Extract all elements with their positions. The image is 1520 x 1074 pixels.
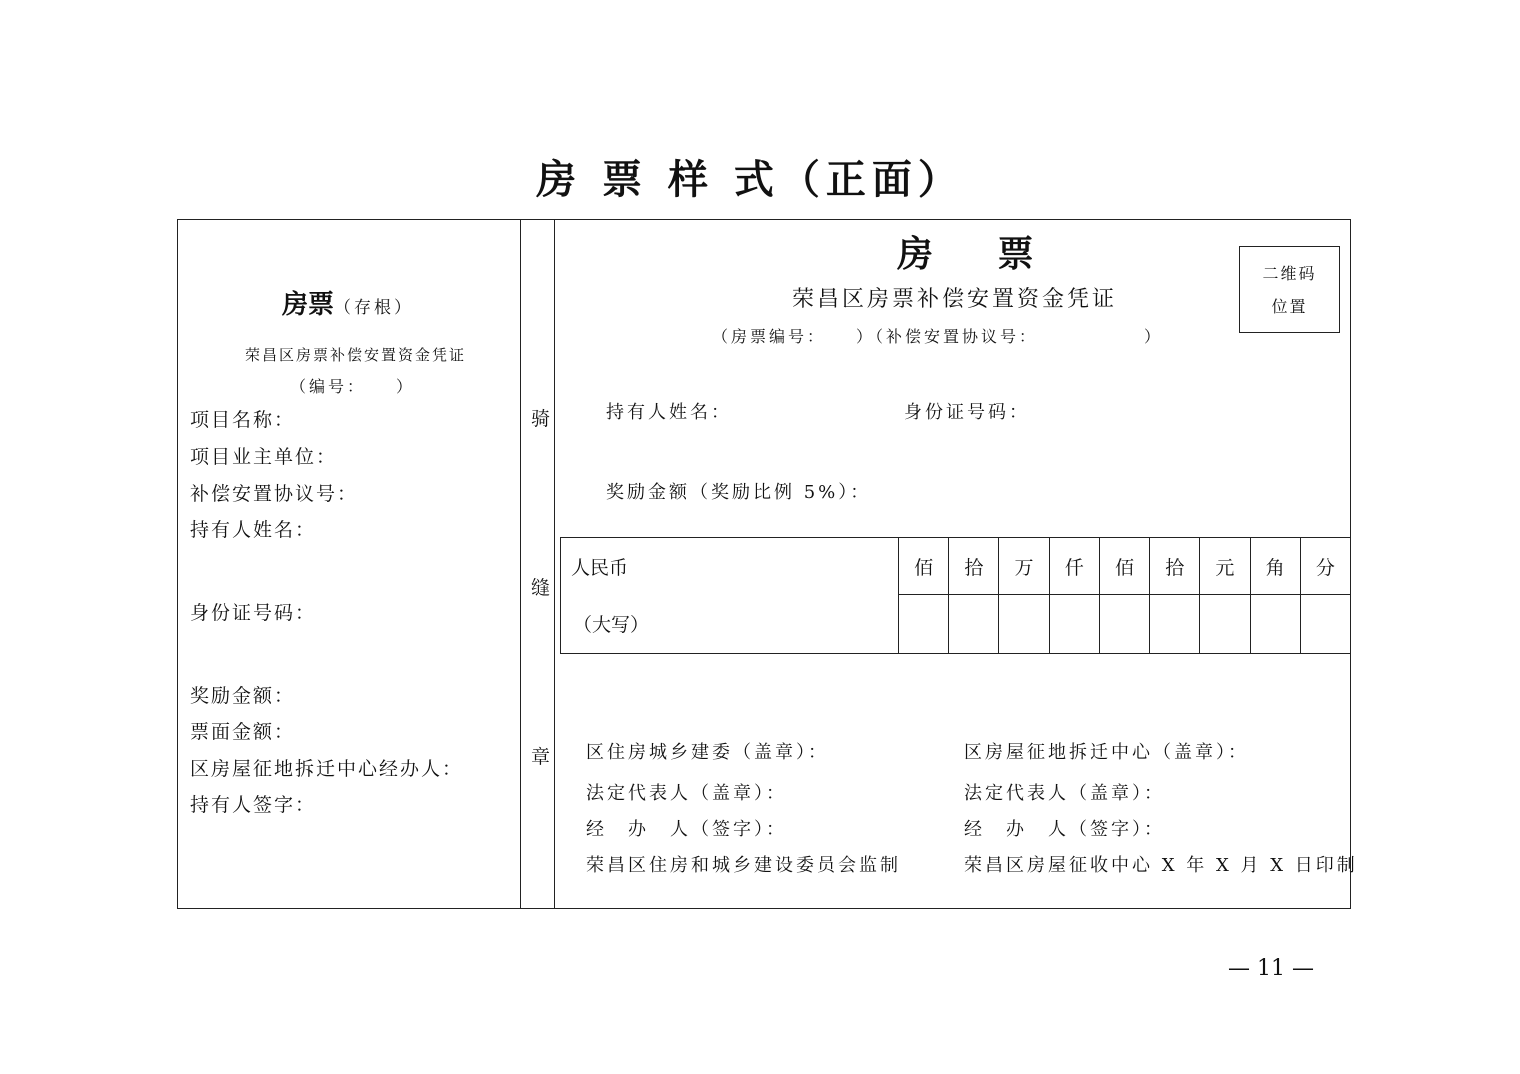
stub-title (282, 284, 414, 321)
page-title: 房 票 样 式（正面） (536, 156, 964, 203)
stub-title-text: 房票 (282, 290, 335, 320)
unit-header: 拾 (949, 538, 999, 595)
amount-cell (1250, 595, 1300, 654)
stub-field-holder-name: 持有人姓名： (190, 519, 317, 541)
stub-number-label: （编号： ） (290, 377, 416, 396)
stub-field-project-name: 项目名称： (190, 409, 296, 431)
unit-header: 万 (999, 538, 1049, 595)
unit-header: 佰 (899, 538, 949, 595)
amount-cell (899, 595, 949, 654)
seal-char-2: 缝 (531, 577, 551, 599)
page-number: — 11 — (1228, 956, 1314, 981)
stub-field-handler: 区房屋征地拆迁中心经办人： (190, 758, 464, 780)
amount-cell (1150, 595, 1200, 654)
sign-right-printed-by: 荣昌区房屋征收中心 X 年 X 月 X 日印制 (964, 855, 1358, 876)
amount-cell (1049, 595, 1099, 654)
stub-field-face-amount: 票面金额： (190, 721, 296, 743)
unit-header: 佰 (1099, 538, 1149, 595)
unit-header: 拾 (1150, 538, 1200, 595)
stub-divider (520, 219, 521, 909)
main-subtitle: 荣昌区房票补偿安置资金凭证 (792, 287, 1118, 312)
stub-field-project-owner: 项目业主单位： (190, 446, 338, 468)
stub-field-holder-signature: 持有人签字： (190, 794, 317, 816)
main-reward-label: 奖励金额（奖励比例 5%）： (606, 482, 872, 503)
unit-header: 分 (1300, 538, 1350, 595)
amount-cell (1099, 595, 1149, 654)
sign-left-legal-rep: 法定代表人（盖章）： (586, 783, 787, 804)
unit-header: 元 (1200, 538, 1250, 595)
stub-subtitle: 荣昌区房票补偿安置资金凭证 (245, 346, 467, 364)
sign-left-printed-by: 荣昌区住房和城乡建设委员会监制 (586, 855, 901, 876)
unit-header: 仟 (1049, 538, 1099, 595)
seal-char-3: 章 (531, 746, 551, 768)
seal-char-1: 骑 (531, 408, 551, 430)
stub-title-suffix: （存根） (334, 298, 415, 318)
stub-field-reward-amount: 奖励金额： (190, 685, 296, 707)
sign-housing-committee-seal: 区住房城乡建委（盖章）： (586, 742, 829, 763)
amount-cell (1300, 595, 1350, 654)
qr-line-2: 位置 (1271, 296, 1308, 316)
amount-cell (949, 595, 999, 654)
sign-demolition-center-seal: 区房屋征地拆迁中心（盖章）： (964, 742, 1249, 763)
main-holder-name-label: 持有人姓名： (606, 402, 732, 423)
sign-left-handler: 经 办 人（签字）： (586, 819, 787, 840)
rmb-caps-label: （大写） (561, 595, 899, 654)
unit-header: 角 (1250, 538, 1300, 595)
main-id-label: 身份证号码： (904, 402, 1030, 423)
sign-right-handler: 经 办 人（签字）： (964, 819, 1165, 840)
seal-divider (554, 219, 555, 909)
sign-right-legal-rep: 法定代表人（盖章）： (964, 783, 1165, 804)
stub-field-agreement-no: 补偿安置协议号： (190, 483, 359, 505)
amount-cell (999, 595, 1049, 654)
qr-line-1: 二维码 (1262, 263, 1317, 283)
stub-field-id-number: 身份证号码： (190, 602, 317, 624)
qr-code-placeholder (1239, 246, 1340, 333)
amount-table (560, 537, 1351, 654)
main-title: 房 票 (897, 233, 1060, 275)
amount-cell (1200, 595, 1250, 654)
main-numbers-line: （房票编号： ）（补偿安置协议号： ） (712, 327, 1164, 346)
rmb-label: 人民币 (561, 538, 899, 595)
